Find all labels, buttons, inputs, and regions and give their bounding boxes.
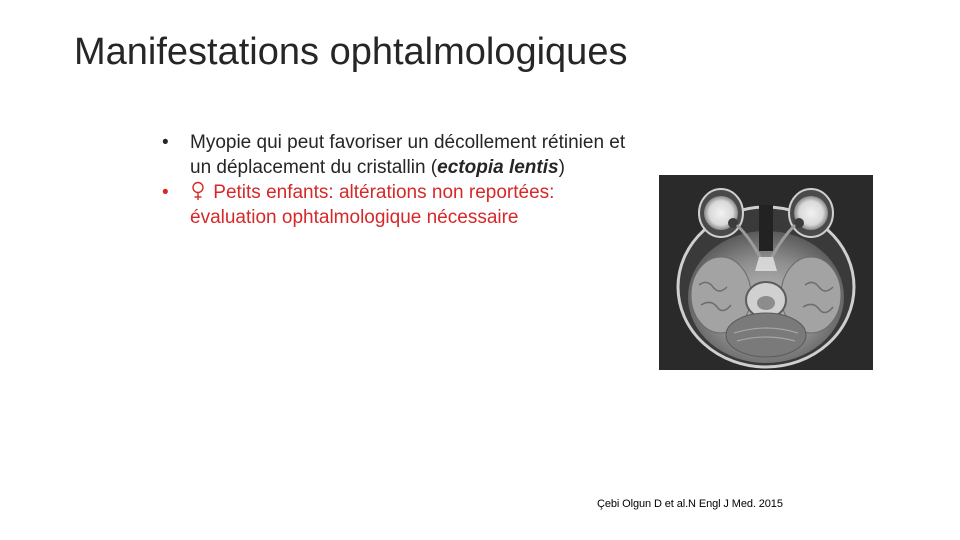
mri-brain-image — [659, 175, 873, 370]
bullet-text-before: Myopie qui peut favoriser un décollement rétinien et un déplacement du cristallin ( — [190, 132, 626, 178]
citation: Çebi Olgun D et al.N Engl J Med. 2015 — [597, 498, 783, 510]
bullet-list — [160, 130, 640, 230]
bullet-text: Petits enfants: altérations non reportées: évaluation ophtalmologique nécessaire — [190, 182, 555, 228]
bullet-item-children — [160, 180, 640, 230]
slide-title: Manifestations ophtalmologiques — [74, 31, 628, 73]
bullet-text-after: ) — [558, 157, 565, 178]
bullet-dot: • — [162, 132, 169, 153]
bullet-dot: • — [162, 182, 169, 203]
bullet-emphasis: ectopia lentis — [437, 157, 559, 178]
female-symbol-icon — [190, 181, 206, 201]
bullet-item-myopia — [160, 130, 640, 180]
